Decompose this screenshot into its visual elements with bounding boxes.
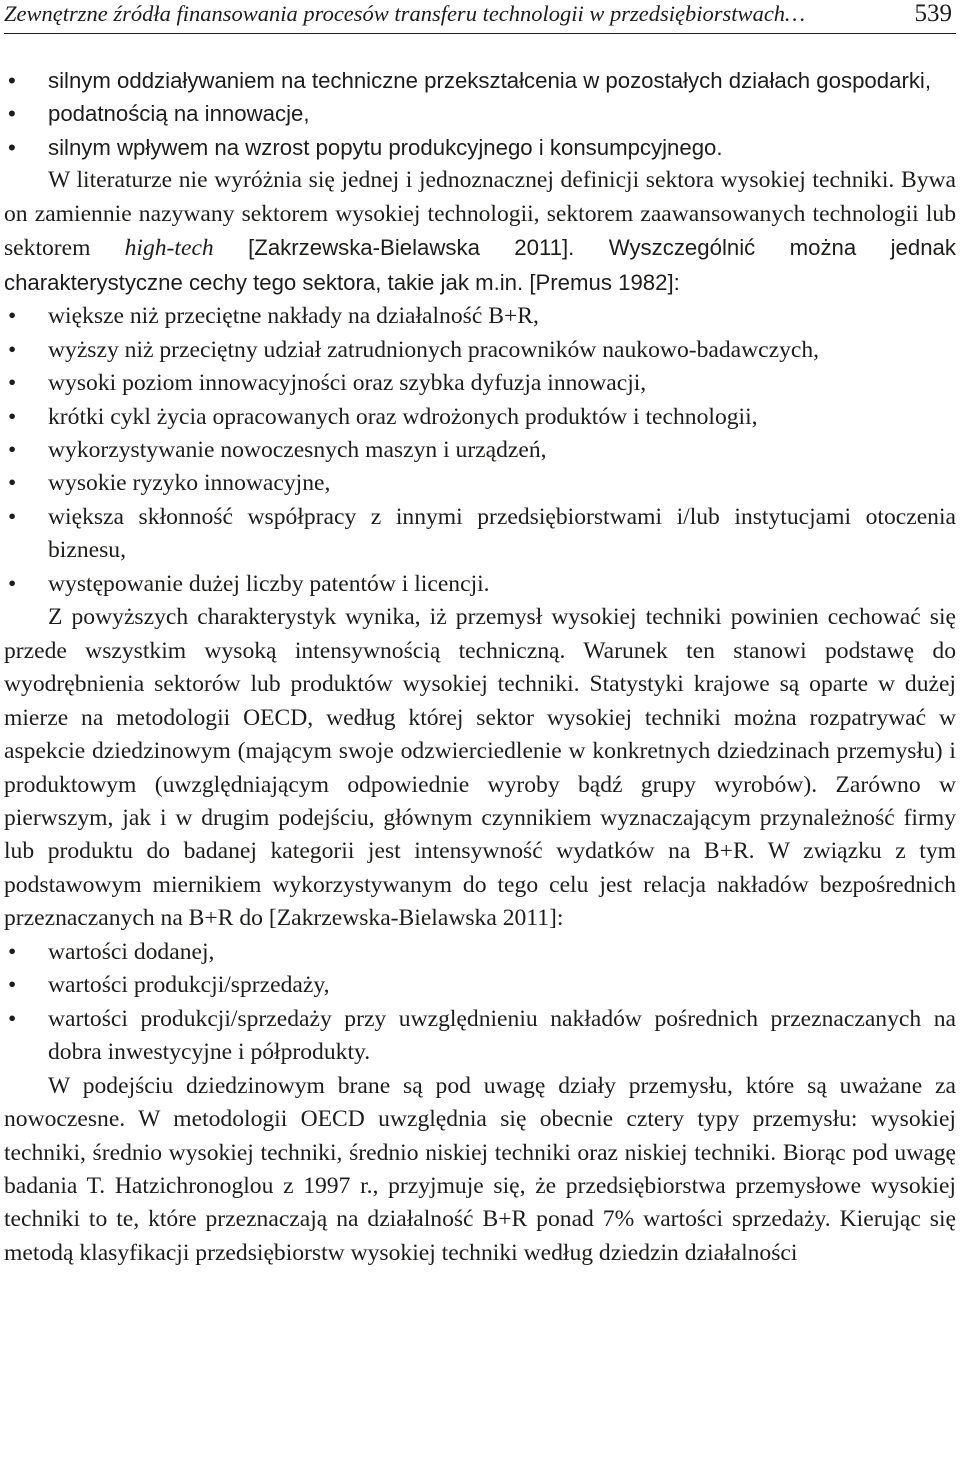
list-item	[4, 367, 956, 400]
list-item-text: wyższy niż przeciętny udział zatrudnionych pracowników naukowo-badawczych,	[48, 336, 820, 363]
bullet-icon: •	[8, 570, 17, 597]
bullet-icon: •	[8, 68, 16, 93]
bullet-icon: •	[8, 503, 17, 530]
bullet-list-relations	[4, 936, 956, 1070]
page-number: 539	[914, 0, 952, 27]
list-item-text: większe niż przeciętne nakłady na działalność B+R,	[48, 303, 539, 330]
bullet-icon: •	[8, 336, 17, 363]
paragraph-text: W literaturze nie wyróżnia się jednej i jednoznacznej definicji sektora wysokiej techniki. Bywa on zamiennie nazywany sektorem wysokiej technologii, sektorem zaawansowanych technologii lub sektorem	[4, 167, 956, 262]
paragraph-text: [Zakrzewska-Bielawska 2011]. Wyszczególnić można jednak charakterystyczne cechy tego sektora, takie jak m.in. [Premus 1982]:	[4, 235, 956, 295]
bullet-icon: •	[8, 470, 17, 497]
list-item-text: wykorzystywanie nowoczesnych maszyn i urządzeń,	[48, 436, 547, 463]
paragraph-domain-approach: W podejściu dziedzinowym brane są pod uwagę działy przemysłu, które są uważane za nowoczesne. W metodologii OECD uwzględnia się obecnie cztery typy przemysłu: wysokiej techniki, średnio wysokiej techniki, średnio niskiej techniki oraz niskiej techniki. Biorąc pod uwagę badania T. Hatzichronoglou z 1997 r., przyjmuje się, że przedsiębiorstwa przemysłowe wysokiej techniki to te, które przeznaczają na działalność B+R ponad 7% wartości sprzedaży. Kierując się metodą klasyfikacji przedsiębiorstw wysokiej techniki według dziedzin działalności	[4, 1072, 956, 1266]
list-item-text: większa skłonność współpracy z innymi przedsiębiorstwami i/lub instytucjami otoczenia biznesu,	[48, 503, 956, 564]
bullet-list-sector-features	[4, 64, 956, 164]
list-item	[4, 401, 956, 434]
list-item-text: krótki cykl życia opracowanych oraz wdrożonych produktów i technologii,	[48, 403, 758, 430]
bullet-icon: •	[8, 101, 16, 127]
list-item	[4, 334, 956, 367]
list-item-text: wartości produkcji/sprzedaży przy uwzględnieniu nakładów pośrednich przeznaczanych na dobra inwestycyjne i półprodukty.	[48, 1005, 956, 1066]
list-item	[4, 64, 956, 97]
bullet-icon: •	[8, 134, 16, 160]
bullet-icon: •	[8, 303, 17, 330]
list-item	[4, 434, 956, 467]
list-item	[4, 300, 956, 333]
bullet-icon: •	[8, 972, 17, 999]
list-item-text: podatnością na innowacje,	[48, 101, 310, 127]
paragraph-oecd: Z powyższych charakterystyk wynika, iż przemysł wysokiej techniki powinien cechować się przede wszystkim wysoką intensywnością techniczną. Warunek ten stanowi podstawę do wyodrębnienia sektorów lub produktów wysokiej techniki. Statystyki krajowe są oparte w dużej mierze na metodologii OECD, według której sektor wysokiej techniki można rozpatrywać w aspekcie dziedzinowym (mającym swoje odzwierciedlenie w konkretnych dziedzinach przemysłu) i produktowym (uwzględniającym odpowiednie wyroby bądź grupy wyrobów). Zarówno w pierwszym, jak i w drugim podejściu, głównym czynnikiem wyznaczającym przynależność firmy lub produktu do badanej kategorii jest intensywność wydatków na B+R. W związku z tym podstawowym miernikiem wykorzystywanym do tego celu jest relacja nakładów bezpośrednich przeznaczanych na B+R do [Zakrzewska-Bielawska 2011]:	[4, 604, 956, 932]
bullet-icon: •	[8, 938, 17, 965]
header-rule	[4, 33, 956, 34]
list-item	[4, 131, 956, 164]
list-item-text: wysoki poziom innowacyjności oraz szybka dyfuzja innowacji,	[48, 370, 647, 397]
bullet-icon: •	[8, 436, 17, 463]
list-item-text: silnym wpływem na wzrost popytu produkcyjnego i konsumpcyjnego.	[48, 134, 723, 160]
list-item	[4, 568, 956, 601]
list-item-text: wysokie ryzyko innowacyjne,	[48, 470, 331, 497]
document-page	[4, 0, 956, 1270]
bullet-list-characteristics	[4, 300, 956, 601]
list-item-text: występowanie dużej liczby patentów i licencji.	[48, 570, 490, 597]
list-item	[4, 936, 956, 969]
list-item	[4, 467, 956, 500]
list-item	[4, 97, 956, 130]
list-item-text: silnym oddziaływaniem na techniczne przekształcenia w pozostałych działach gospodarki,	[48, 68, 932, 93]
bullet-icon: •	[8, 370, 17, 397]
running-title: Zewnętrzne źródła finansowania procesów transferu technologii w przedsiębiorstwach…	[4, 1, 806, 26]
running-header	[4, 0, 956, 28]
bullet-icon: •	[8, 1005, 17, 1032]
list-item	[4, 501, 956, 568]
bullet-icon: •	[8, 403, 17, 430]
list-item-text: wartości produkcji/sprzedaży,	[48, 972, 330, 999]
paragraph-definition	[4, 164, 956, 300]
italic-term: high-tech	[124, 235, 214, 262]
list-item	[4, 1003, 956, 1070]
list-item-text: wartości dodanej,	[48, 938, 215, 965]
list-item	[4, 969, 956, 1002]
body-text	[4, 64, 956, 1270]
